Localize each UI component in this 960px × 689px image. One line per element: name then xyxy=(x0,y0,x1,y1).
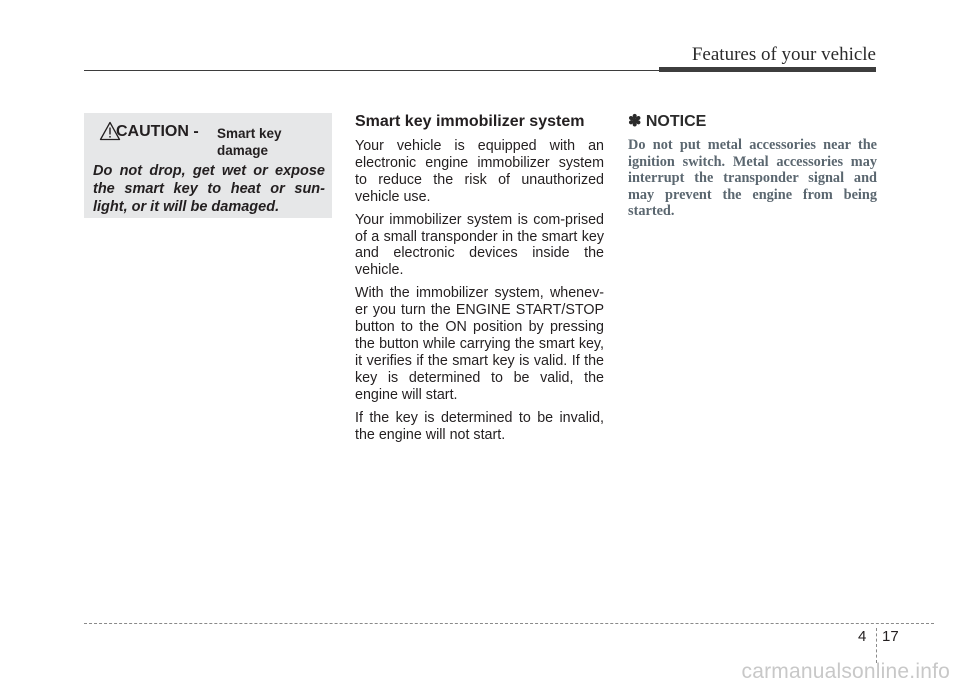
section-title: Smart key immobilizer system xyxy=(355,113,585,130)
footer-rule xyxy=(84,623,934,624)
page-number: 17 xyxy=(882,628,899,645)
body-column xyxy=(355,138,604,449)
caution-label: CAUTION - xyxy=(116,123,199,140)
notice-text: Do not put metal accessories near the ignition switch. Metal accessories may interrupt the transponder signal and may prevent the engine from being started. xyxy=(628,137,877,220)
body-paragraph: Your vehicle is equipped with an electronic engine immobilizer system to reduce the risk of unauthorized vehicle use. xyxy=(355,138,604,205)
header-rule-accent xyxy=(659,67,876,72)
caution-text: Do not drop, get wet or expose the smart key to heat or sun-light, or it will be damaged. xyxy=(93,163,325,215)
notice-title: ✽ NOTICE xyxy=(628,113,707,130)
caution-subject-line1: Smart key xyxy=(217,126,282,141)
watermark: carmanualsonline.info xyxy=(741,660,950,683)
body-paragraph: If the key is determined to be invalid, the engine will not start. xyxy=(355,409,604,443)
chapter-number: 4 xyxy=(858,628,867,645)
caution-subject-line2: damage xyxy=(217,143,269,158)
caution-box xyxy=(84,113,332,218)
body-paragraph: With the immobilizer system, whenev-er you turn the ENGINE START/STOP button to the ON position by pressing the button while carrying the smart key, it verifies if the smart key is valid. If the key is determined to be valid, the engine will start. xyxy=(355,285,604,403)
header-rule xyxy=(84,70,659,71)
header-title: Features of your vehicle xyxy=(691,44,876,65)
body-paragraph: Your immobilizer system is com-prised of a small transponder in the smart key and electronic devices inside the vehicle. xyxy=(355,211,604,279)
footer-divider xyxy=(876,628,877,663)
caution-subject xyxy=(217,125,329,159)
